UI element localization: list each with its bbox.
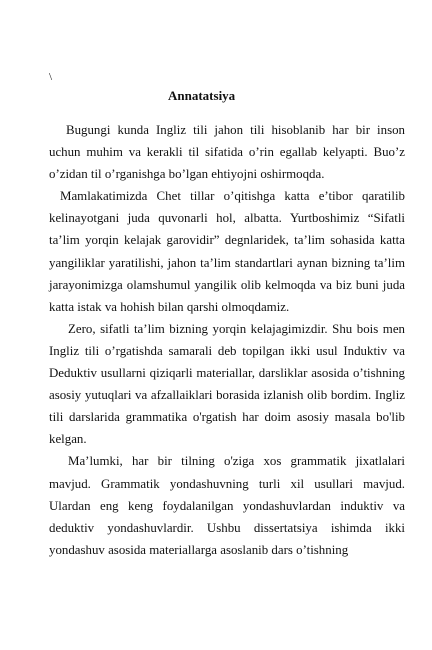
page-marker: \ — [49, 71, 53, 83]
paragraph-2: Mamlakatimizda Chet tillar o’qitishga katta e’tibor qaratilib kelinayotgani juda quvonarli hol, albatta. Yurtboshimiz “Sifatli ta’lim yorqin kelajak garovidir” degnlaridek, ta’lim sohasida katta yangiliklar yaratilishi, jahon ta’lim standartlari aynan bizning ta’lim jarayonimizga olamshumul yangilik olib kelmoqda va biz buni juda katta istak va hohish bilan qarshi olmoqdamiz. — [49, 189, 405, 314]
paragraph-3: Zero, sifatli ta’lim bizning yorqin kelajagimizdir. Shu bois men Ingliz tili o’rgatishda samarali deb topilgan ikki usul Induktiv va Deduktiv usullarni qiziqarli materiallar, darsliklar asosida o’tishning asosiy yutuqlari va afzallaiklari borasida izlanish olib bordim. Ingliz tili darslarida grammatika o'rgatish har doim asosiy masala bo'lib kelgan. — [49, 321, 405, 447]
page-title: Annatatsiya — [168, 88, 236, 103]
paragraph-1: Bugungi kunda Ingliz tili jahon tili hisoblanib har bir inson uchun muhim va kerakli til sifatida o’rin egallab kelyapti. Buo’z o’zidan til o’rganishga bo’lgan ehtiyojni oshirmoqda. — [49, 123, 405, 182]
paragraph-4: Ma’lumki, har bir tilning o'ziga xos grammatik jixatlalari mavjud. Grammatik yondashuvning turli xil usullari mavjud. Ulardan eng keng foydalanilgan yondashuvlardan induktiv va deduktiv yondashuvlardir. Ushbu dissertatsiya ishimda ikki yondashuv asosida materiallarga asoslanib dars o’tishning — [49, 454, 405, 557]
document-body — [49, 119, 405, 561]
